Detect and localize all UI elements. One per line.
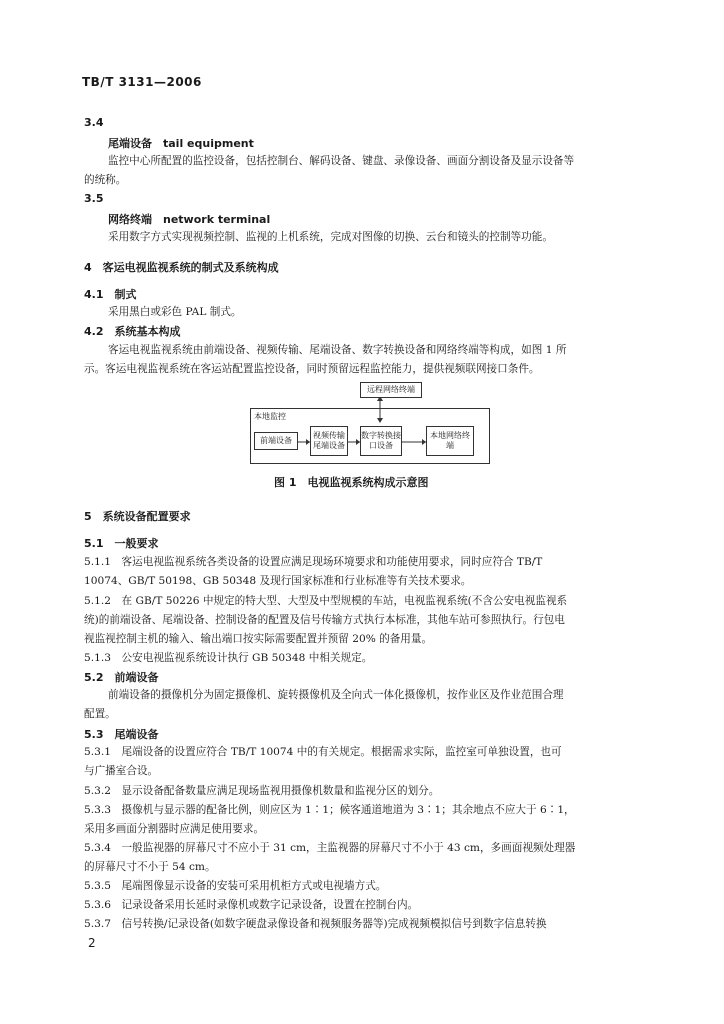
clause-5-3-3-line2: 采用多画面分割器时应满足使用要求。 bbox=[84, 823, 265, 835]
clause-4-2-text-line1: 客运电视监视系统由前端设备、视频传输、尾端设备、数字转换设备和网络终端等构成，如图 1 所 bbox=[108, 344, 567, 356]
clause-5-2-line2: 配置。 bbox=[84, 708, 116, 720]
clause-4-1-heading: 4.1 制式 bbox=[84, 288, 137, 301]
clause-5-1-heading: 5.1 一般要求 bbox=[84, 537, 159, 550]
clause-3-5-number: 3.5 bbox=[84, 192, 104, 205]
arrow-head-down bbox=[377, 418, 383, 423]
figure-1-diagram bbox=[250, 380, 490, 464]
clause-5-3-heading: 5.3 尾端设备 bbox=[84, 728, 159, 741]
clause-5-3-7: 5.3.7 信号转换/记录设备(如数字硬盘录像设备和视频服务器等)完成视频模拟信号到数字信息转换 bbox=[84, 918, 547, 930]
box-video-tail-text: 视频传输 尾端设备 bbox=[313, 431, 345, 450]
local-monitoring-label: 本地监控 bbox=[254, 412, 286, 421]
clause-5-3-1-line1: 5.3.1 尾端设备的设置应符合 TB/T 10074 中的有关规定。根据需求实际，监控室可单独设置，也可 bbox=[84, 746, 562, 758]
section-5-heading: 5 系统设备配置要求 bbox=[84, 510, 191, 523]
clause-5-3-4-line1: 5.3.4 一般监视器的屏幕尺寸不应小于 31 cm，主监视器的屏幕尺寸不小于 43 cm，多画面视频处理器 bbox=[84, 842, 576, 854]
section-4-heading: 4 客运电视监视系统的制式及系统构成 bbox=[84, 261, 279, 274]
box-local-network-terminal: 本地网络终端 bbox=[426, 426, 474, 456]
box-video-tail bbox=[310, 426, 348, 456]
figure-1-caption: 图 1 电视监视系统构成示意图 bbox=[274, 476, 429, 489]
clause-5-2-line1: 前端设备的摄像机分为固定摄像机、旋转摄像机及全向式一体化摄像机，按作业区及作业范围合理 bbox=[108, 689, 564, 701]
term-tail-equipment: 尾端设备 tail equipment bbox=[108, 137, 254, 150]
clause-4-1-text: 采用黑白或彩色 PAL 制式。 bbox=[108, 306, 242, 318]
clause-5-3-1-line2: 与广播室合设。 bbox=[84, 765, 159, 777]
document-id: TB/T 3131—2006 bbox=[82, 75, 202, 89]
clause-5-1-1-line1: 5.1.1 客运电视监视系统各类设备的设置应满足现场环境要求和功能使用要求，同时应符合 TB/T bbox=[84, 556, 543, 568]
definition-tail-equipment-line1: 监控中心所配置的监控设备，包括控制台、解码设备、键盘、录像设备、画面分割设备及显示设备等 bbox=[108, 155, 575, 167]
clause-5-3-6: 5.3.6 记录设备采用长延时录像机或数字记录设备，设置在控制台内。 bbox=[84, 899, 419, 911]
clause-5-1-2-line3: 视监视控制主机的输入、输出端口按实际需要配置并预留 20% 的备用量。 bbox=[84, 633, 433, 645]
box-front-equipment: 前端设备 bbox=[254, 432, 298, 450]
box-remote-terminal: 远程网络终端 bbox=[360, 382, 422, 398]
clause-3-4-number: 3.4 bbox=[84, 116, 104, 129]
clause-5-1-3: 5.1.3 公安电视监视系统设计执行 GB 50348 中相关规定。 bbox=[84, 652, 373, 664]
clause-5-2-heading: 5.2 前端设备 bbox=[84, 671, 159, 684]
clause-5-3-2: 5.3.2 显示设备配备数量应满足现场监视用摄像机数量和监视分区的划分。 bbox=[84, 785, 440, 797]
term-network-terminal: 网络终端 network terminal bbox=[108, 213, 271, 226]
clause-5-1-1-line2: 10074、GB/T 50198、GB 50348 及现行国家标准和行业标准等有关技术要求。 bbox=[84, 575, 472, 587]
page-number: 2 bbox=[88, 936, 96, 950]
clause-4-2-text-line2: 示。客运电视监视系统在客运站配置监控设备，同时预留远程监控能力，提供视频联网接口条件。 bbox=[84, 363, 540, 375]
clause-4-2-heading: 4.2 系统基本构成 bbox=[84, 325, 181, 338]
clause-5-3-4-line2: 的屏幕尺寸不小于 54 cm。 bbox=[84, 861, 216, 873]
clause-5-1-2-line1: 5.1.2 在 GB/T 50226 中规定的特大型、大型及中型规模的车站，电视监视系统(不含公安电视监视系 bbox=[84, 595, 568, 607]
clause-5-3-3-line1: 5.3.3 摄像机与显示器的配备比例，则应区为 1∶1；候客通道地道为 3∶1；其余地点不应大于 6∶1， bbox=[84, 804, 575, 816]
box-digital-conversion: 数字转换接口设备 bbox=[360, 426, 402, 456]
clause-5-1-2-line2: 统)的前端设备、尾端设备、控制设备的配置及信号传输方式执行本标准，其他车站可参照执行。行包电 bbox=[84, 614, 565, 626]
clause-5-3-5: 5.3.5 尾端图像显示设备的安装可采用机柜方式或电视墙方式。 bbox=[84, 880, 387, 892]
definition-tail-equipment-line2: 的统称。 bbox=[84, 174, 127, 186]
definition-network-terminal: 采用数字方式实现视频控制、监视的上机系统，完成对图像的切换、云台和镜头的控制等功能。 bbox=[108, 231, 553, 243]
